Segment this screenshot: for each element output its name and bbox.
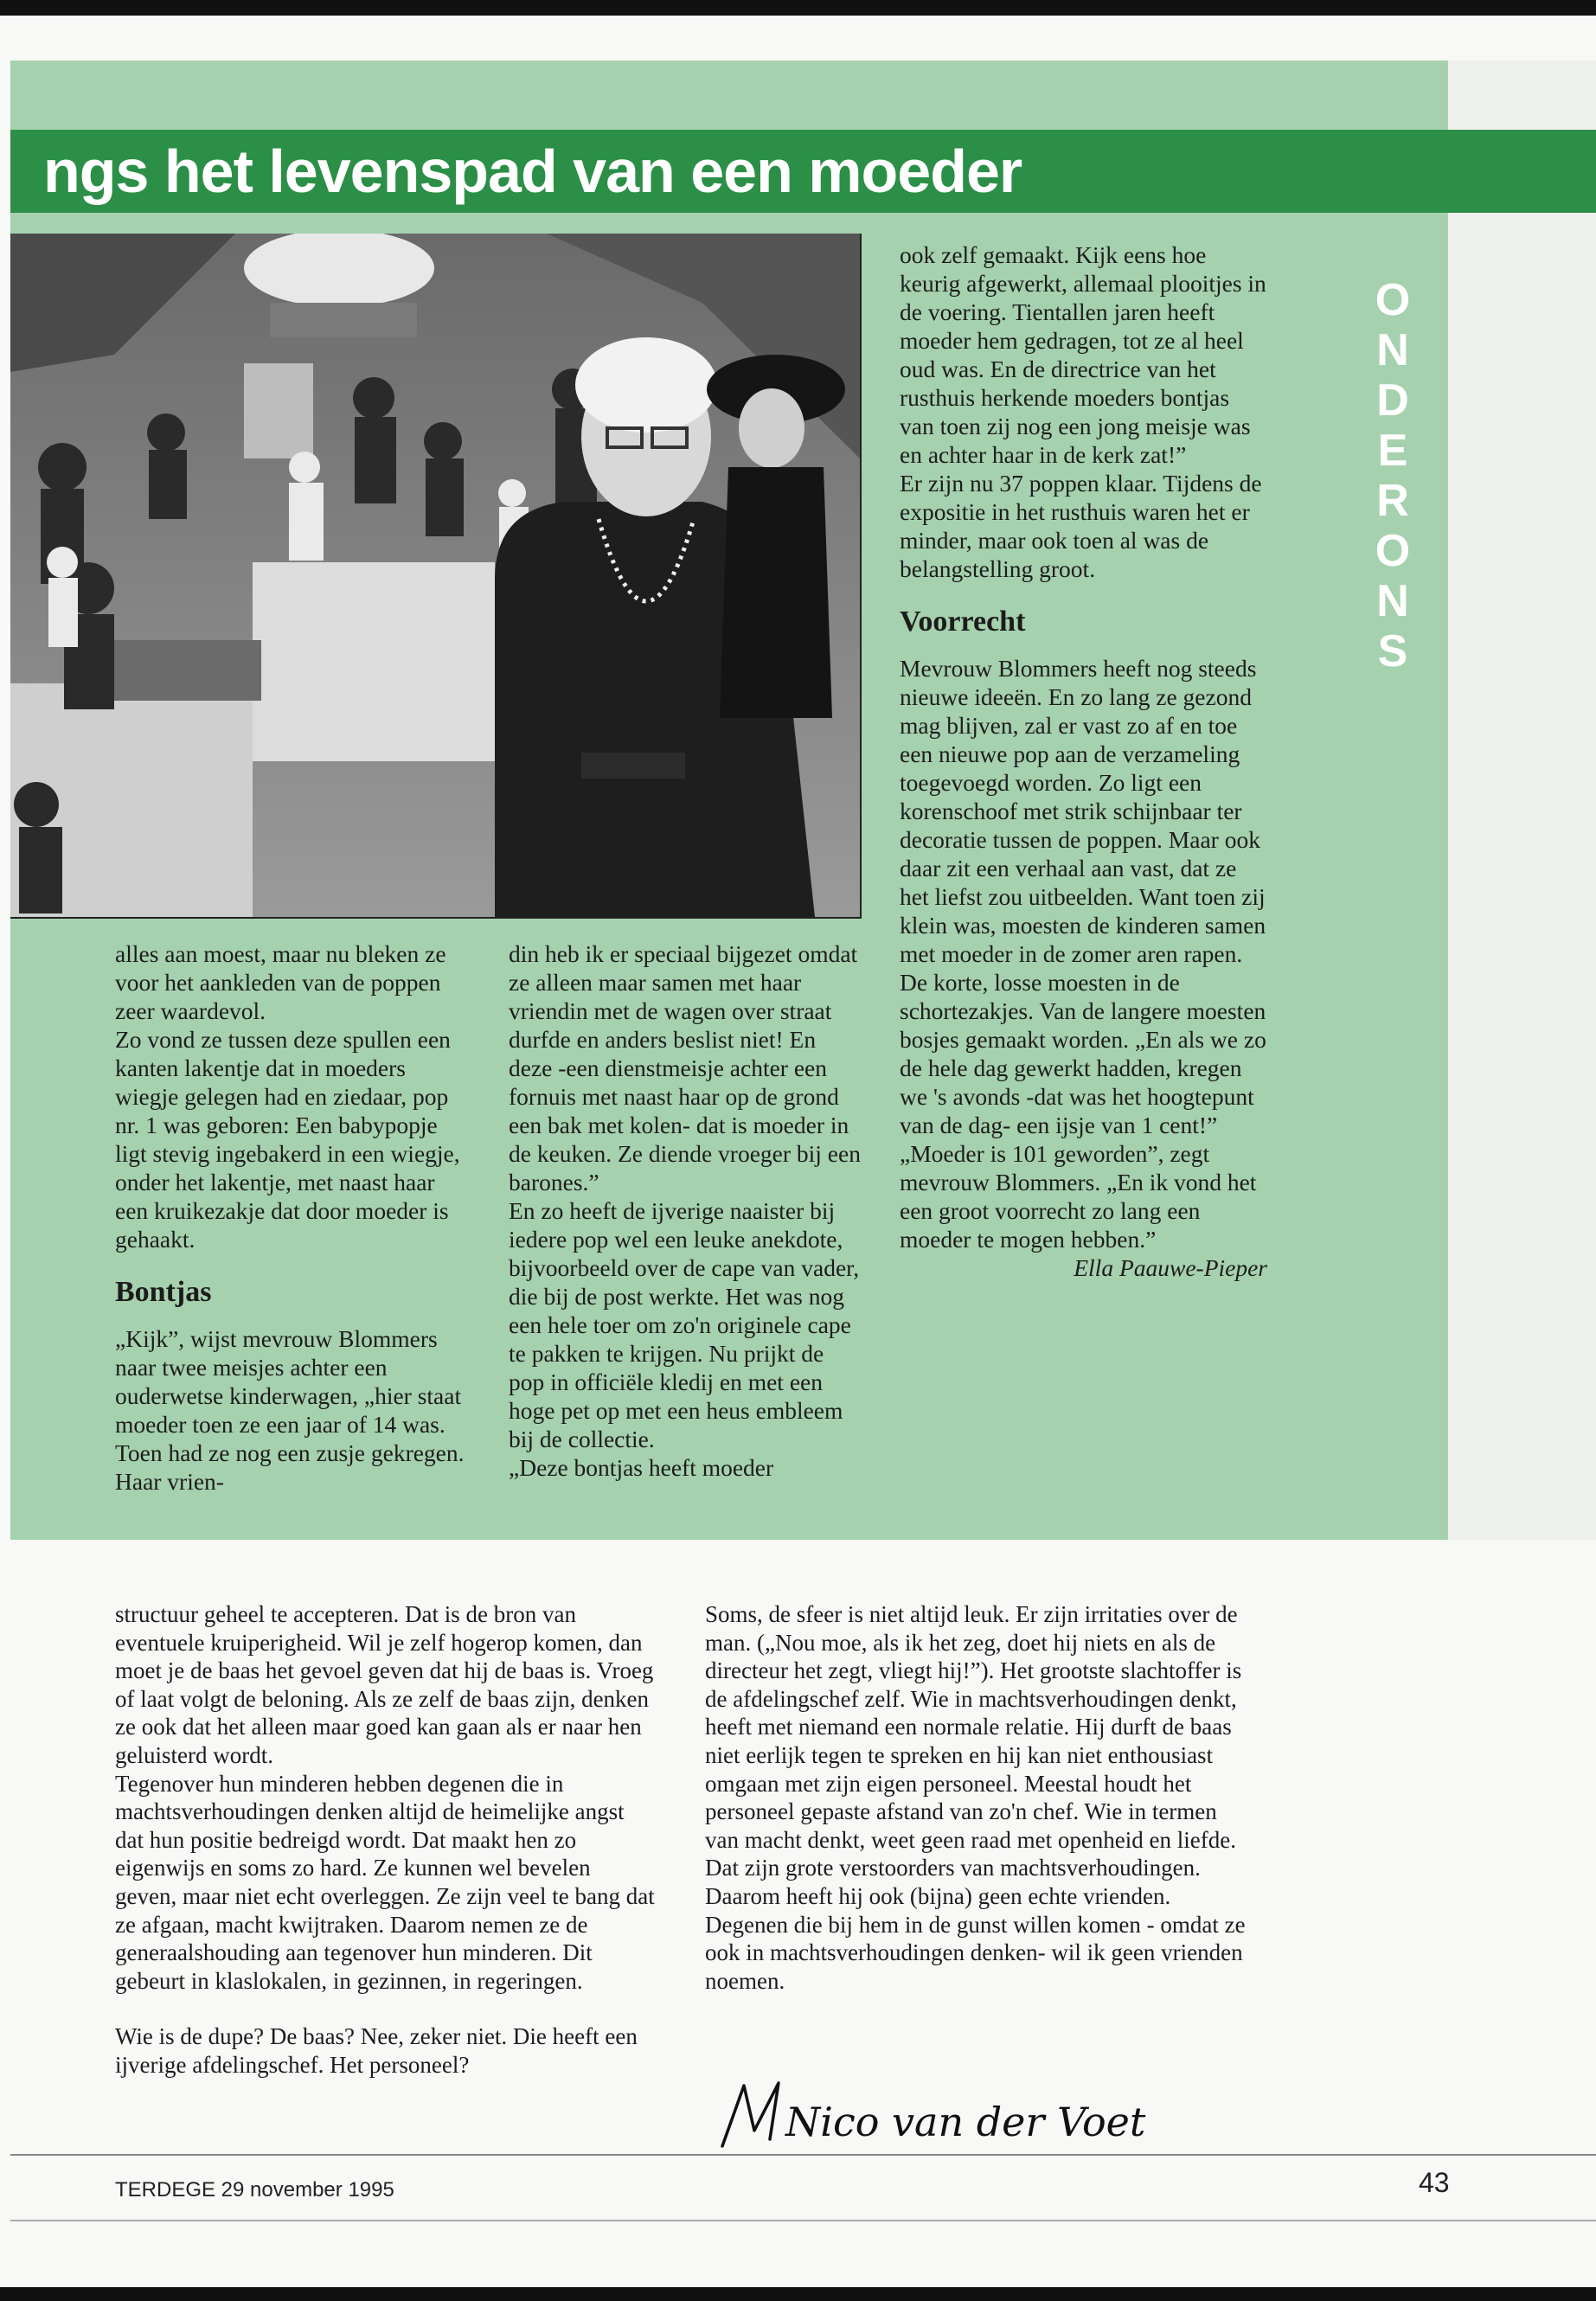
paragraph: alles aan moest, maar nu bleken ze voor het aankleden van de poppen zeer waardevol. <box>115 940 446 1024</box>
vertical-letter: S <box>1377 626 1408 676</box>
section-heading: Bontjas <box>115 1276 212 1308</box>
vertical-letter: N <box>1376 576 1409 626</box>
vertical-letter: O <box>1375 526 1411 576</box>
article-column-2 <box>509 939 862 1482</box>
paragraph: „Deze bontjas heeft moeder <box>509 1454 774 1481</box>
page-title: ngs het levenspad van een moeder <box>43 138 1022 205</box>
article-column-3 <box>900 240 1267 1282</box>
paragraph: din heb ik er speciaal bijgezet omdat ze alleen maar samen met haar vriendin met de wagen over straat durfde en anders beslist niet! En deze -een dienstmeisje achter een fornuis met naast haar op de grond een bak met kolen- dat is moeder in de keuken. Ze diende vroeger bij een barones.” <box>509 940 861 1195</box>
paragraph: Wie is de dupe? De baas? Nee, zeker niet. Die heeft een ijverige afdelingschef. Het personeel? <box>115 2023 638 2078</box>
paragraph: En zo heeft de ijverige naaister bij iedere pop wel een leuke anekdote, bijvoorbeeld over de cape van vader, die bij de post werkte. Het was nog een hele toer om zo'n originele cape te pakken te krijgen. Nu prijkt de pop in officiële kledij en met een hoge pet op met een heus embleem bij de collectie. <box>509 1197 860 1452</box>
paragraph: Soms, de sfeer is niet altijd leuk. Er zijn irritaties over de man. („Nou moe, als ik het zeg, doet hij niets en als de directeur het zegt, vliegt hij!”). Het grootste slachtoffer is de afdelingschef zelf. Wie in machtsverhoudingen denkt, heeft met niemand een normale relatie. Hij durft de baas niet eerlijk tegen te spreken en hij kan niet enthousiast omgaan met zijn eigen personeel. Meestal houdt het personeel gepaste afstand van zo'n chef. Wie in termen van macht denkt, weet geen raad met openheid en liefde. Dat zijn grote verstoorders van machtsverhoudingen. Daarom heeft hij ook (bijna) geen echte vrienden. Degenen die bij hem in de gunst willen komen - omdat ze ook in machtsverhoudingen denken- wil ik geen vrienden noemen. <box>705 1601 1246 1994</box>
right-margin <box>1448 61 1596 1540</box>
bottom-column-left <box>115 1600 656 2080</box>
vertical-section-label <box>1358 275 1427 676</box>
vertical-letter: R <box>1376 476 1409 526</box>
photo-icon <box>10 234 860 917</box>
article-column-1 <box>115 939 470 1496</box>
paragraph: Zo vond ze tussen deze spullen een kanten lakentje dat in moeders wiegje gelegen had en ziedaar, pop nr. 1 was geboren: Een babypopje ligt stevig ingebakerd in een wiegje, onder het lakentje, met naast haar een kruikezakje dat door moeder is gehaakt. <box>115 1026 460 1253</box>
handwritten-signature <box>709 2079 1194 2157</box>
magazine-page <box>0 16 1596 2287</box>
article-author: Ella Paauwe-Pieper <box>1074 1254 1267 1281</box>
paragraph: structuur geheel te accepteren. Dat is de bron van eventuele kruiperigheid. Wil je zelf hogerop komen, dan moet je de baas het gevoel geven dat hij de baas is. Vroeg of laat volgt de beloning. Als ze zelf de baas zijn, denken ze ook dat het alleen maar goed kan gaan als er naar hen geluisterd wordt. <box>115 1601 654 1768</box>
vertical-letter: N <box>1376 325 1409 375</box>
paragraph: Tegenover hun minderen hebben degenen die in machtsverhoudingen denken altijd de heimelijke angst dat hun positie bedreigd wordt. Dat maakt hen zo eigenwijs en soms zo hard. Ze kunnen wel bevelen geven, maar niet echt overleggen. Ze zijn veel te bang dat ze afgaan, macht kwijtraken. Daarom nemen ze de generaalshouding aan tegenover hun minderen. Dit gebeurt in klaslokalen, in gezinnen, in regeringen. <box>115 1770 655 1994</box>
footer-rule-bottom <box>10 2220 1596 2221</box>
page-number: 43 <box>1419 2167 1450 2198</box>
signature-text: Nico van der Voet <box>785 2099 1146 2145</box>
vertical-letter: E <box>1377 426 1408 476</box>
section-heading: Voorrecht <box>900 606 1026 638</box>
vertical-letter: O <box>1375 275 1411 325</box>
title-bar <box>10 130 1596 213</box>
publication-info: TERDEGE 29 november 1995 <box>115 2178 394 2202</box>
article-photo <box>10 234 862 919</box>
footer-rule-top <box>10 2154 1596 2156</box>
signature-drawing <box>709 2079 1194 2157</box>
vertical-letter: D <box>1376 375 1409 426</box>
paragraph: Mevrouw Blommers heeft nog steeds nieuwe ideeën. En zo lang ze gezond mag blijven, zal er vast zo af en toe een nieuwe pop aan de verzameling toegevoegd worden. Zo ligt een korenschoof met strik schijnbaar ter decoratie tussen de poppen. Maar ook daar zit een verhaal aan vast, dat ze het liefst zou uitbeelden. Want toen zij klein was, moesten de kinderen samen met moeder in de zomer aren rapen. De korte, losse moesten in de schortezakjes. Van de langere moesten bosjes gemaakt worden. „En als we zo de hele dag gewerkt hadden, kregen we 's avonds -dat was het hoogtepunt van de dag- een ijsje van 1 cent!” <box>900 655 1266 1138</box>
paragraph: „Kijk”, wijst mevrouw Blommers naar twee meisjes achter een ouderwetse kinderwagen, „hier staat moeder toen ze een jaar of 14 was. Toen had ze nog een zusje gekregen. Haar vrien- <box>115 1325 465 1495</box>
paragraph: „Moeder is 101 geworden”, zegt mevrouw Blommers. „En ik vond het een groot voorrecht zo lang een moeder te mogen hebben.” <box>900 1140 1257 1253</box>
paragraph: ook zelf gemaakt. Kijk eens hoe keurig afgewerkt, allemaal plooitjes in de voering. Tientallen jaren heeft moeder hem gedragen, tot ze al heel oud was. En de directrice van het rusthuis herkende moeders bontjas van toen zij nog een jong meisje was en achter haar in de kerk zat!” <box>900 241 1266 468</box>
bottom-column-right <box>705 1600 1246 1995</box>
paragraph: Er zijn nu 37 poppen klaar. Tijdens de expositie in het rusthuis waren het er minder, maar ook toen al was de belangstelling groot. <box>900 470 1262 582</box>
